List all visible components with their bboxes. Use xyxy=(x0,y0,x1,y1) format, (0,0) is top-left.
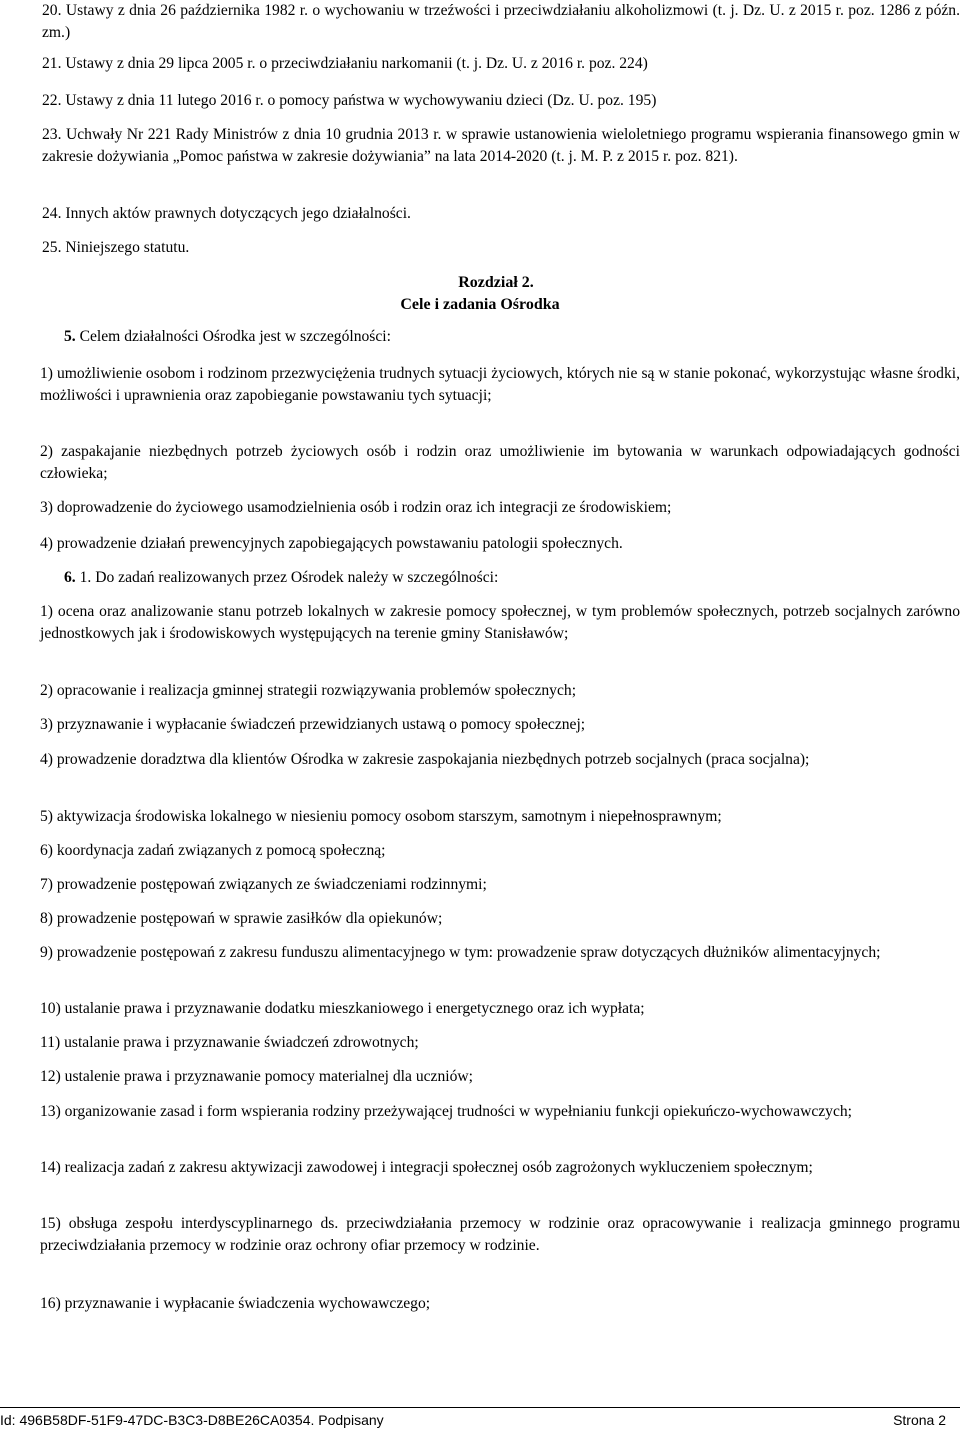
chapter-number: Rozdział 2. xyxy=(458,274,534,291)
list-item: 5) aktywizacja środowiska lokalnego w niesieniu pomocy osobom starszym, samotnym i niepełnosprawnym; xyxy=(40,808,722,825)
list-item: 13) organizowanie zasad i form wspierania rodziny przeżywającej trudności w wypełnianiu funkcji opiekuńczo-wychowawczych; xyxy=(40,1103,853,1120)
list-item xyxy=(42,0,960,44)
list-item: 1) umożliwienie osobom i rodzinom przezwyciężenia trudnych sytuacji życiowych, których nie są w stanie pokonać, wykorzystując własne środki, możliwości i uprawnienia oraz zapobieganie powstawaniu tych sytuacji; xyxy=(40,365,960,404)
list-item: 4) prowadzenie doradztwa dla klientów Ośrodka w zakresie zaspokajania niezbędnych potrzeb socjalnych (praca socjalna); xyxy=(40,751,810,768)
list-item: 10) ustalanie prawa i przyznawanie dodatku mieszkaniowego i energetycznego oraz ich wypłata; xyxy=(40,1000,645,1017)
list-item: 7) prowadzenie postępowań związanych ze świadczeniami rodzinnymi; xyxy=(40,876,487,893)
section-number: 6. xyxy=(64,569,76,586)
section-number: 5. xyxy=(64,328,76,345)
page-footer xyxy=(0,1407,960,1428)
item-text: Innych aktów prawnych dotyczących jego działalności. xyxy=(65,205,411,222)
list-item: 16) przyznawanie i wypłacanie świadczenia wychowawczego; xyxy=(40,1295,431,1312)
list-item: 12) ustalenie prawa i przyznawanie pomocy materialnej dla uczniów; xyxy=(40,1068,473,1085)
list-item: 1) ocena oraz analizowanie stanu potrzeb lokalnych w zakresie pomocy społecznej, w tym problemów społecznych, potrzeb socjalnych zarówno jednostkowych jak i środowiskowych występujących na terenie gminy Stanisławów; xyxy=(40,603,960,642)
item-text: Ustawy z dnia 11 lutego 2016 r. o pomocy państwa w wychowywaniu dzieci (Dz. U. poz. 195) xyxy=(65,92,657,109)
list-item xyxy=(42,203,960,225)
item-number: 20. xyxy=(42,2,62,19)
item-number: 22. xyxy=(42,92,62,109)
list-item xyxy=(42,124,960,168)
item-text: Ustawy z dnia 29 lipca 2005 r. o przeciwdziałaniu narkomanii (t. j. Dz. U. z 2016 r. poz. 224) xyxy=(65,55,648,72)
list-item: 14) realizacja zadań z zakresu aktywizacji zawodowej i integracji społecznej osób zagrożonych wykluczeniem społecznym; xyxy=(40,1159,813,1176)
list-item: 8) prowadzenie postępowań w sprawie zasiłków dla opiekunów; xyxy=(40,910,443,927)
list-item: 11) ustalanie prawa i przyznawanie świadczeń zdrowotnych; xyxy=(40,1034,419,1051)
list-item: 9) prowadzenie postępowań z zakresu funduszu alimentacyjnego w tym: prowadzenie spraw dotyczących dłużników alimentacyjnych; xyxy=(40,944,881,961)
list-item: 2) opracowanie i realizacja gminnej strategii rozwiązywania problemów społecznych; xyxy=(40,682,577,699)
list-item: 15) obsługa zespołu interdyscyplinarnego ds. przeciwdziałania przemocy w rodzinie oraz opracowywanie i realizacja gminnego programu przeciwdziałania przemocy w rodzinie oraz ochrony ofiar przemocy w rodzinie. xyxy=(40,1215,960,1254)
chapter-subtitle: Cele i zadania Ośrodka xyxy=(400,296,560,313)
list-item: 3) doprowadzenie do życiowego usamodzielnienia osób i rodzin oraz ich integracji ze środowiskiem; xyxy=(40,499,672,516)
item-number: 24. xyxy=(42,205,62,222)
list-item: 2) zaspakajanie niezbędnych potrzeb życiowych osób i rodzin oraz umożliwienie im bytowania w warunkach odpowiadających godności człowieka; xyxy=(40,443,960,482)
list-item: 4) prowadzenie działań prewencyjnych zapobiegających powstawaniu patologii społecznych. xyxy=(40,535,623,552)
list-item xyxy=(42,53,960,75)
list-item xyxy=(42,237,960,259)
item-number: 25. xyxy=(42,239,62,256)
list-item: 3) przyznawanie i wypłacanie świadczeń przewidzianych ustawą o pomocy społecznej; xyxy=(40,716,586,733)
list-item: 6) koordynacja zadań związanych z pomocą społeczną; xyxy=(40,842,386,859)
item-number: 23. xyxy=(42,126,62,143)
item-text: Uchwały Nr 221 Rady Ministrów z dnia 10 grudnia 2013 r. w sprawie ustanowienia wieloletniego programu wspierania finansowego gmin w zakresie dożywiania „Pomoc państwa w zakresie dożywiania” na lata 2014-2020 (t. j. M. P. z 2015 r. poz. 821). xyxy=(42,126,960,165)
list-item xyxy=(42,90,960,112)
subsection-number: 1. xyxy=(79,569,92,586)
section-intro xyxy=(64,567,498,589)
item-text: Niniejszego statutu. xyxy=(65,239,190,256)
section-intro-text: Celem działalności Ośrodka jest w szczególności: xyxy=(79,328,391,345)
item-text: Ustawy z dnia 26 października 1982 r. o wychowaniu w trzeźwości i przeciwdziałaniu alkoholizmowi (t. j. Dz. U. z 2015 r. poz. 1286 z późn. zm.) xyxy=(42,2,960,41)
document-id: Id: 496B58DF-51F9-47DC-B3C3-D8BE26CA0354. Podpisany xyxy=(0,1412,384,1428)
item-number: 21. xyxy=(42,55,62,72)
page-number: Strona 2 xyxy=(893,1412,946,1428)
section-intro-text: Do zadań realizowanych przez Ośrodek należy w szczególności: xyxy=(95,569,499,586)
chapter-title xyxy=(0,272,960,294)
section-intro xyxy=(64,326,391,348)
